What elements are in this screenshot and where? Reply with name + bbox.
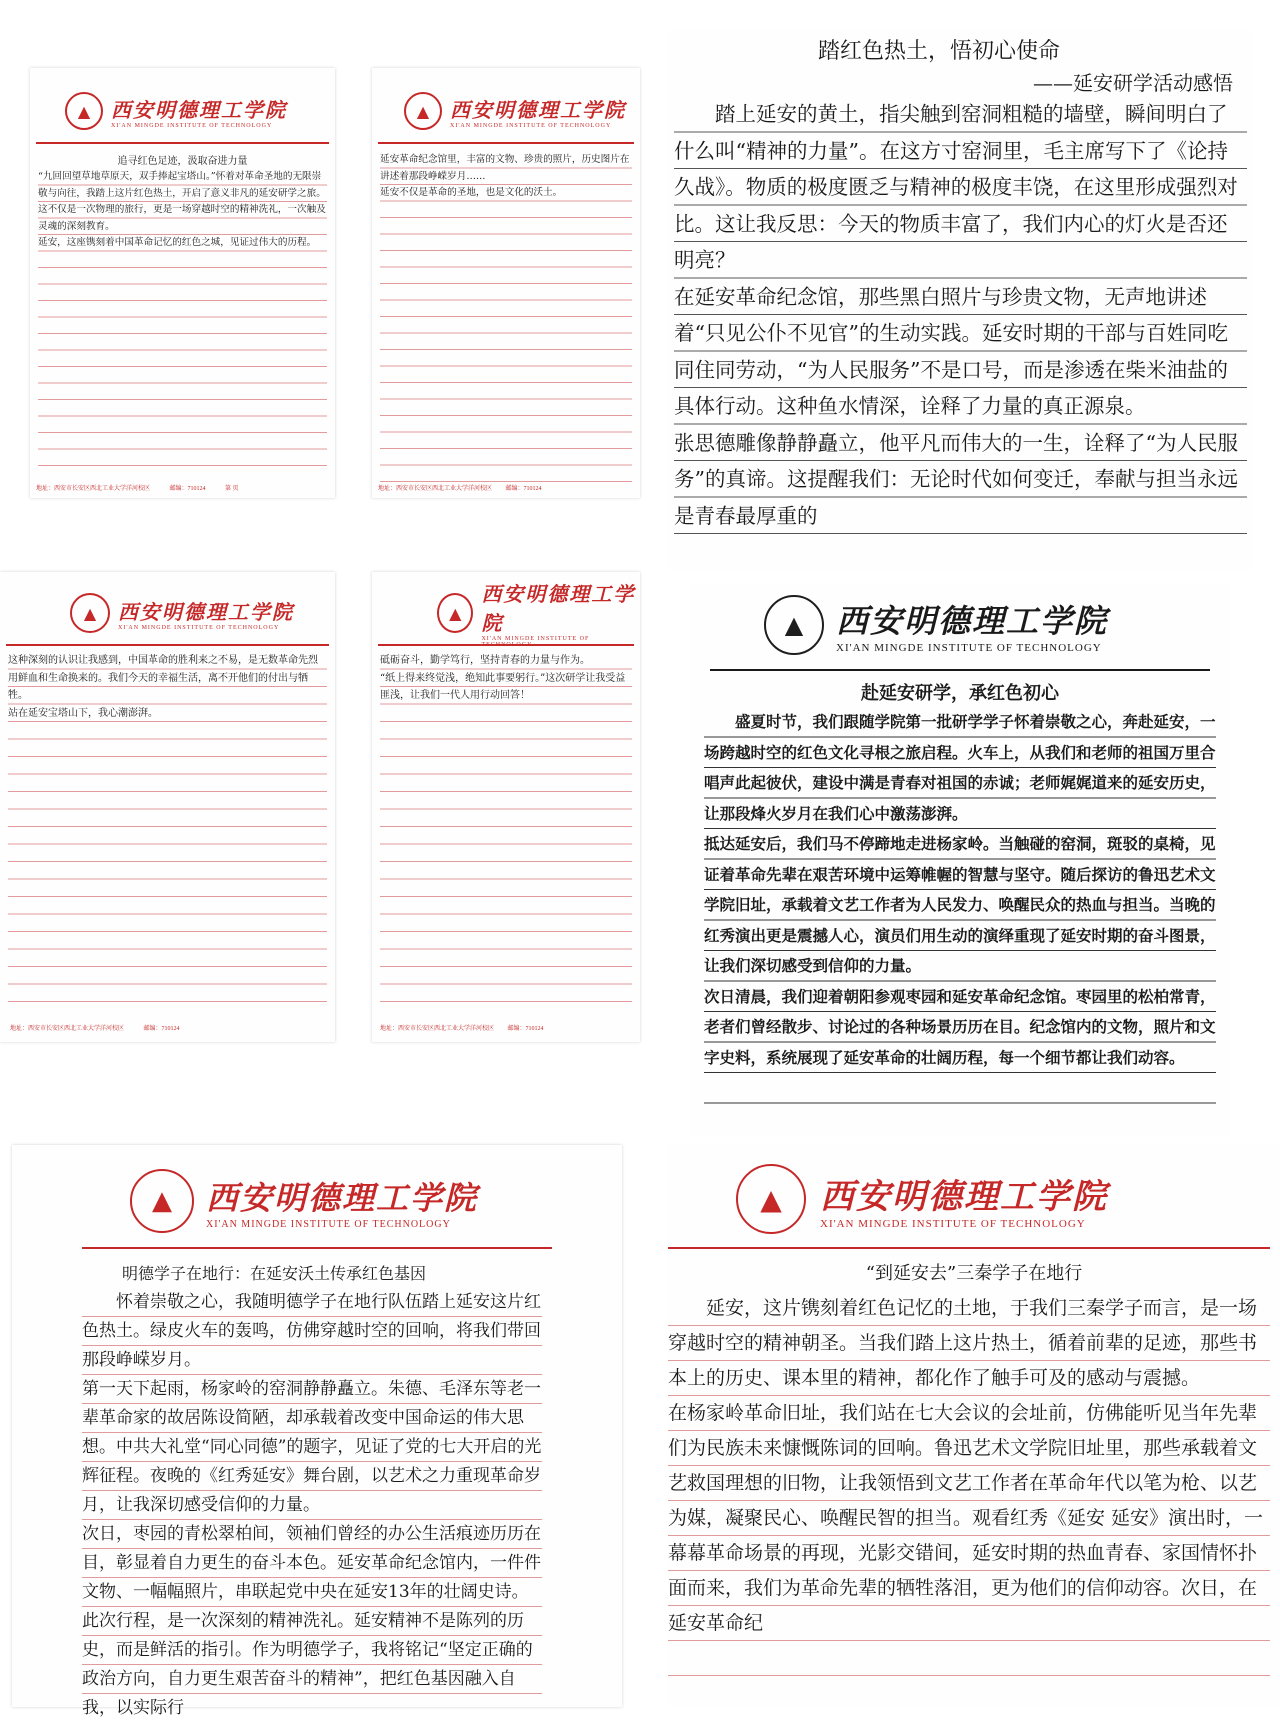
school-name-en: XI'AN MINGDE INSTITUTE OF TECHNOLOGY: [450, 122, 612, 129]
essay-body: 怀着崇敬之心，我随明德学子在地行队伍踏上延安这片红色热土。绿皮火车的轰鸣，仿佛穿越时空的回响，将我们带回那段峥嵘岁月。 第一天下起雨，杨家岭的窑洞静静矗立。朱德、毛泽东等老一辈革命家的故居陈设简陋，却承载着改变中国命运的伟大思想。中共大礼堂“同心同德”的题字，见证了党的七大开启的光辉征程。夜晚的《红秀延安》舞台剧，以艺术之力重现革命岁月，让我深切感受信仰的力量。 次日，枣园的青松翠柏间，领袖们曾经的办公生活痕迹历历在目，彰显着自力更生的奋斗本色。延安革命纪念馆内，一件件文物、一幅幅照片，串联起党中央在延安13年的壮阔史诗。 此次行程，是一次深刻的精神洗礼。延安精神不是陈列的历史，而是鲜活的指引。作为明德学子，我将铭记“坚定正确的政治方向，自力更生艰苦奋斗的精神”，把红色基因融入自我，以实际行: [82, 1288, 542, 1708]
header-rule: [668, 1247, 1270, 1249]
sheet-body: “九回回望草地草原天，双手捧起宝塔山。”怀着对革命圣地的无限崇敬与向往，我踏上这片红色热土，开启了意义非凡的延安研学之旅。这不仅是一次物理的旅行，更是一场穿越时空的精神洗礼，一次触及灵魂的深刻教育。 延安，这座镌刻着中国革命记忆的红色之城，见证过伟大的历程。: [38, 169, 327, 479]
essay-red-initial-heart: [690, 585, 1230, 1135]
school-logo-icon: ▲: [70, 593, 110, 633]
school-name-en: XI'AN MINGDE INSTITUTE OF TECHNOLOGY: [836, 642, 1102, 654]
footer-address: 地址：西安市长安区西北工业大学洋河校区: [10, 1026, 125, 1032]
footer-postcode: 邮编：710124: [143, 1026, 180, 1032]
essay-subtitle: ——延安研学活动感悟: [1033, 71, 1233, 95]
header-rule: [82, 1247, 552, 1249]
footer-page: 第 页: [225, 486, 239, 492]
school-name: 西安明德理工学院: [111, 97, 287, 122]
sheet-footer: [36, 483, 335, 492]
school-name: 西安明德理工学院: [820, 1176, 1108, 1217]
school-name: 西安明德理工学院: [118, 599, 294, 624]
school-name-en: XI'AN MINGDE INSTITUTE OF TECHNOLOGY: [481, 636, 590, 648]
header-rule: [378, 142, 634, 144]
essay-title: 明德学子在地行：在延安沃土传承红色基因: [122, 1264, 427, 1283]
sheet-body: 这种深刻的认识让我感到，中国革命的胜利来之不易，是无数革命先烈用鲜血和生命换来的。我们今天的幸福生活，离不开他们的付出与牺牲。 站在延安宝塔山下，我心潮澎湃。: [8, 652, 327, 1012]
school-name-en: XI'AN MINGDE INSTITUTE OF TECHNOLOGY: [118, 624, 280, 631]
school-logo-icon: ▲: [736, 1164, 806, 1234]
sheet-body: 延安革命纪念馆里，丰富的文物、珍贵的照片，历史图片在讲述着那段峥嵘岁月…… 延安不仅是革命的圣地，也是文化的沃土。: [380, 152, 632, 482]
essay-body: 踏上延安的黄土，指尖触到窑洞粗糙的墙壁，瞬间明白了什么叫“精神的力量”。在这方寸窑洞里，毛主席写下了《论持久战》。物质的极度匮乏与精神的极度丰饶，在这里形成强烈对比。这让我反思：今天的物质丰富了，我们内心的灯火是否还明亮？ 在延安革命纪念馆，那些黑白照片与珍贵文物，无声地讲述着“只见公仆不见官”的生动实践。延安时期的干部与百姓同吃同住同劳动，“为人民服务”不是口号，而是渗透在柴米油盐的具体行动。这种鱼水情深，诠释了力量的真正源泉。 张思德雕像静静矗立，他平凡而伟大的一生，诠释了“为人民服务”的真谛。这提醒我们：无论时代如何变迁，奉献与担当永远是青春最厚重的: [674, 96, 1247, 544]
essay-yanan-reflection: [668, 30, 1253, 570]
handwritten-sheet-3: [0, 572, 335, 1042]
footer-address: 地址：西安市长安区西北工业大学洋河校区: [36, 486, 151, 492]
footer-postcode: 邮编：710124: [169, 486, 206, 492]
letterhead: [12, 1145, 622, 1237]
essay-to-yanan: [668, 1145, 1280, 1707]
sheet-footer: [378, 483, 640, 492]
essay-title: 踏红色热土，悟初心使命: [818, 39, 1061, 64]
sheet-title: 追寻红色足迹，汲取奋进力量: [117, 156, 248, 167]
sheet-footer: [380, 1023, 640, 1032]
letterhead: [372, 572, 640, 648]
footer-postcode: 邮编：710124: [507, 1026, 544, 1032]
school-logo-icon: ▲: [437, 593, 473, 633]
school-name: 西安明德理工学院: [450, 97, 626, 122]
letterhead: [372, 68, 640, 140]
letterhead: [668, 1145, 1280, 1237]
footer-address: 地址：西安市长安区西北工业大学洋河校区: [378, 486, 493, 492]
school-logo-icon: ▲: [65, 92, 103, 130]
school-logo-icon: ▲: [404, 92, 442, 130]
letterhead: [690, 585, 1230, 657]
school-logo-icon: ▲: [130, 1169, 194, 1233]
essay-body: 盛夏时节，我们跟随学院第一批研学学子怀着崇敬之心，奔赴延安，一场跨越时空的红色文化寻根之旅启程。火车上，从我们和老师的祖国万里合唱声此起彼伏，建设中满是青春对祖国的赤诚；老师娓娓道来的延安历史，让那段烽火岁月在我们心中激荡澎湃。 抵达延安后，我们马不停蹄地走进杨家岭。当触碰的窑洞，斑驳的桌椅，见证着革命先辈在艰苦环境中运筹帷幄的智慧与坚守。随后探访的鲁迅艺术文学院旧址，承载着文艺工作者为人民发力、唤醒民众的热血与担当。当晚的红秀演出更是震撼人心，演员们用生动的演绎重现了延安时期的奋斗图景，让我们深切感受到信仰的力量。 次日清晨，我们迎着朝阳参观枣园和延安革命纪念馆。枣园里的松柏常青，老者们曾经散步、讨论过的各种场景历历在目。纪念馆内的文物，照片和文字史料，系统展现了延安革命的壮阔历程，每一个细节都让我们动容。: [704, 707, 1216, 1132]
letterhead: [0, 572, 335, 642]
sheet-footer: [10, 1023, 335, 1032]
school-name-en: XI'AN MINGDE INSTITUTE OF TECHNOLOGY: [820, 1217, 1086, 1230]
essay-title: “到延安去”三秦学子在地行: [865, 1263, 1083, 1284]
footer-address: 地址：西安市长安区西北工业大学洋河校区: [380, 1026, 495, 1032]
school-name: 西安明德理工学院: [206, 1178, 479, 1217]
header-rule: [36, 142, 329, 144]
header-rule: [710, 669, 1210, 671]
school-name: 西安明德理工学院: [481, 582, 636, 635]
handwritten-sheet-1: [30, 68, 335, 498]
sheet-body: 砥砺奋斗，勤学笃行，坚持青春的力量与作为。 “纸上得来终觉浅，绝知此事要躬行。”这次研学让我受益匪浅，让我们一代人用行动回答！: [380, 652, 632, 1007]
school-name-en: XI'AN MINGDE INSTITUTE OF TECHNOLOGY: [111, 122, 273, 129]
letterhead: [30, 68, 335, 140]
essay-mingde-field-trip: [12, 1145, 622, 1718]
essay-title: 赴延安研学，承红色初心: [861, 683, 1059, 704]
footer-postcode: 邮编：710124: [505, 486, 542, 492]
school-name-en: XI'AN MINGDE INSTITUTE OF TECHNOLOGY: [206, 1218, 451, 1230]
handwritten-sheet-2: [372, 68, 640, 498]
handwritten-sheet-4: [372, 572, 640, 1042]
essay-body: 延安，这片镌刻着红色记忆的土地，于我们三秦学子而言，是一场穿越时空的精神朝圣。当我们踏上这片热土，循着前辈的足迹，那些书本上的历史、课本里的精神，都化作了触手可及的感动与震撼。 在杨家岭革命旧址，我们站在七大会议的会址前，仿佛能听见当年先辈们为民族未来慷慨陈词的回响。鲁迅艺术文学院旧址里，那些承载着文艺救国理想的旧物，让我领悟到文艺工作者在革命年代以笔为枪、以艺为媒，凝聚民心、唤醒民智的担当。观看红秀《延安 延安》演出时，一幕幕革命场景的再现，光影交错间，延安时期的热血青春、家国情怀扑面而来，我们为革命先辈的牺牲落泪，更为他们的信仰动容。次日，在延安革命纪: [668, 1291, 1270, 1691]
school-name: 西安明德理工学院: [836, 602, 1109, 640]
school-logo-icon: ▲: [764, 595, 824, 655]
header-rule: [6, 644, 329, 646]
